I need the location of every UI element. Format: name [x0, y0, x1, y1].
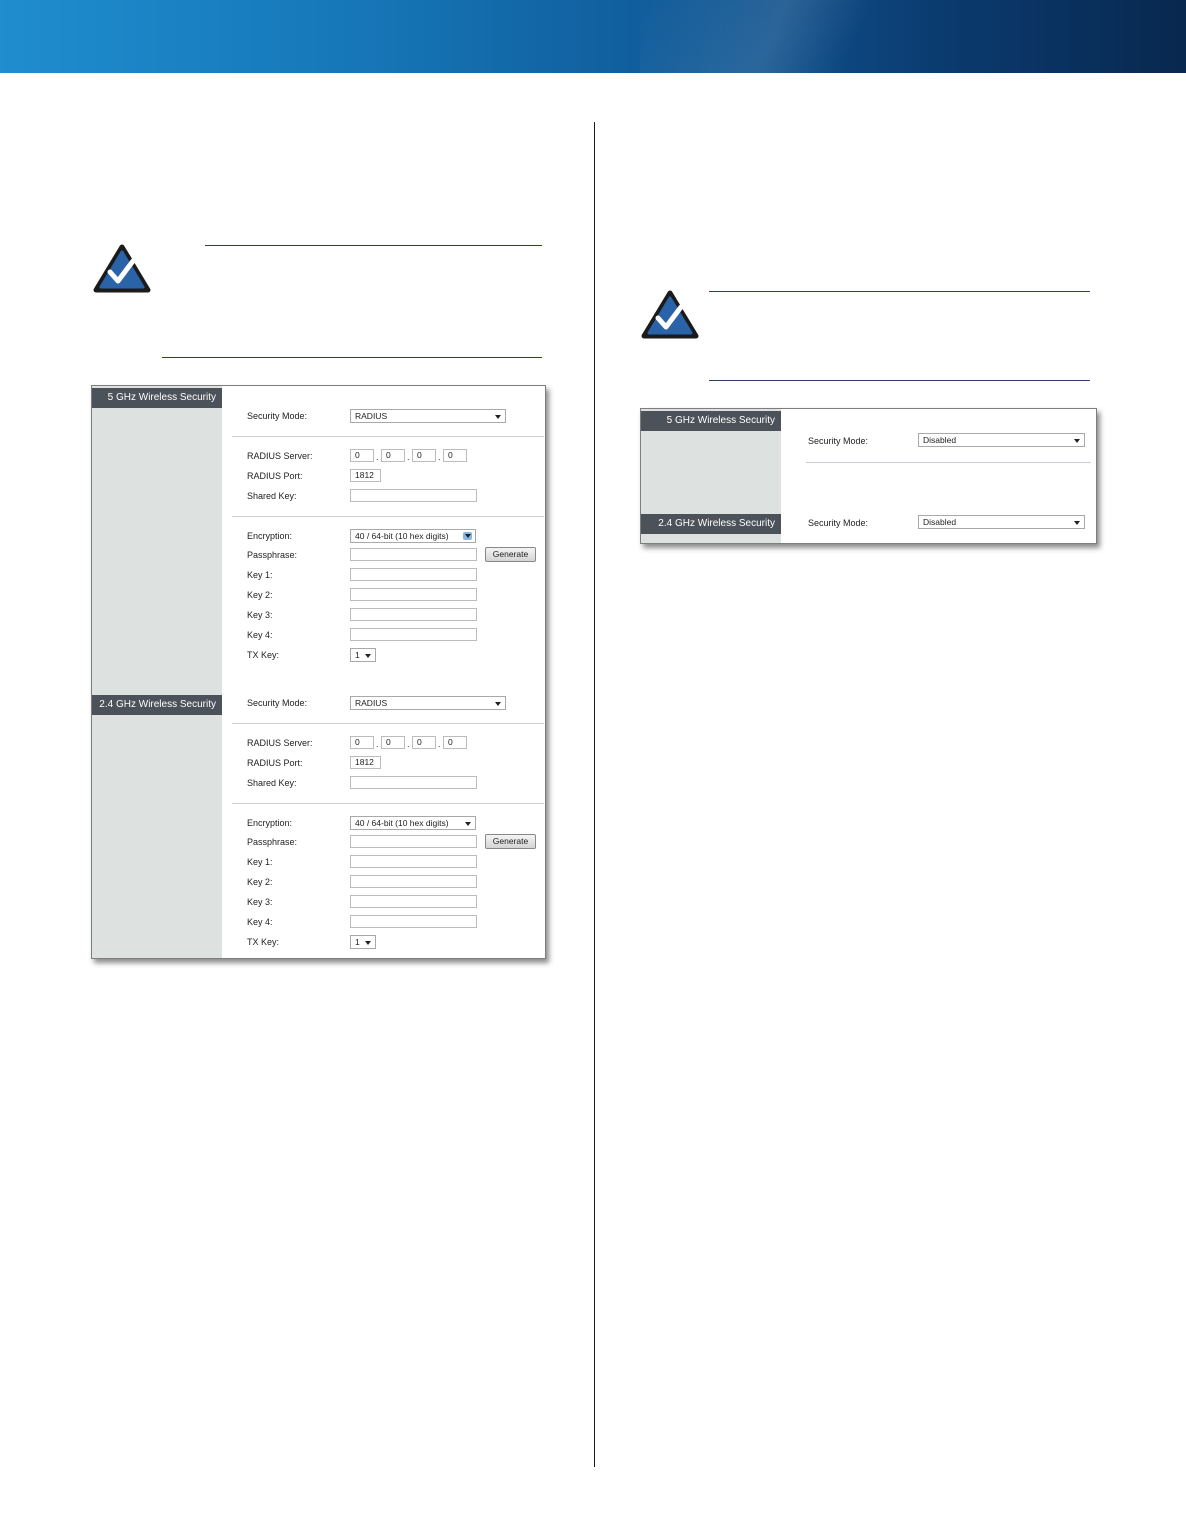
chevron-down-icon — [365, 654, 371, 658]
security-mode-select-5ghz[interactable] — [918, 433, 1085, 447]
encryption-select-5ghz[interactable] — [350, 529, 476, 543]
key3-input[interactable] — [350, 608, 477, 621]
key2-label: Key 2: — [247, 877, 273, 887]
encryption-select-24ghz[interactable] — [350, 816, 476, 830]
key4-label: Key 4: — [247, 630, 273, 640]
note-top-rule — [205, 245, 542, 246]
note-bottom-rule — [709, 380, 1090, 381]
key1-input[interactable] — [350, 568, 477, 581]
radius-port-input[interactable]: 1812 — [350, 469, 381, 482]
radius-port-input[interactable]: 1812 — [350, 756, 381, 769]
ip-dot: . — [376, 452, 379, 462]
select-value: RADIUS — [355, 411, 388, 421]
chevron-down-icon — [1074, 521, 1080, 525]
ip-dot: . — [438, 452, 441, 462]
section-header-5ghz: 5 GHz Wireless Security — [92, 388, 222, 408]
key2-input[interactable] — [350, 875, 477, 888]
shared-key-label: Shared Key: — [247, 778, 297, 788]
key3-input[interactable] — [350, 895, 477, 908]
passphrase-label: Passphrase: — [247, 837, 298, 847]
page-header-banner — [0, 0, 1186, 73]
separator — [232, 723, 544, 724]
key4-label: Key 4: — [247, 917, 273, 927]
ip-dot: . — [407, 452, 410, 462]
select-value: Disabled — [923, 517, 957, 527]
panel-sidebar — [92, 386, 222, 958]
radius-server-label: RADIUS Server: — [247, 451, 313, 461]
key1-input[interactable] — [350, 855, 477, 868]
key2-input[interactable] — [350, 588, 477, 601]
column-divider — [594, 122, 595, 1467]
wireless-security-panel-disabled — [640, 408, 1097, 544]
note-top-rule — [709, 291, 1090, 292]
chevron-down-icon — [465, 822, 471, 826]
radius-server-octet-1[interactable]: 0 — [350, 449, 374, 462]
security-mode-select-5ghz[interactable] — [350, 409, 506, 423]
chevron-down-icon — [495, 702, 501, 706]
chevron-down-icon — [1074, 439, 1080, 443]
radius-server-octet-2[interactable]: 0 — [381, 736, 405, 749]
radius-server-octet-4[interactable]: 0 — [443, 449, 467, 462]
radius-server-octet-4[interactable]: 0 — [443, 736, 467, 749]
radius-port-label: RADIUS Port: — [247, 471, 303, 481]
select-value: 40 / 64-bit (10 hex digits) — [355, 818, 449, 828]
ip-dot: . — [438, 739, 441, 749]
security-mode-label: Security Mode: — [808, 518, 869, 528]
separator — [232, 516, 544, 517]
key4-input[interactable] — [350, 915, 477, 928]
tx-key-label: TX Key: — [247, 650, 280, 660]
select-value: 1 — [355, 650, 360, 660]
generate-button[interactable]: Generate — [485, 547, 536, 562]
passphrase-input[interactable] — [350, 835, 477, 848]
shared-key-label: Shared Key: — [247, 491, 297, 501]
chevron-down-icon — [495, 415, 501, 419]
checkmark-note-icon — [641, 290, 699, 340]
passphrase-label: Passphrase: — [247, 550, 298, 560]
separator — [232, 436, 544, 437]
security-mode-label: Security Mode: — [808, 436, 869, 446]
key3-label: Key 3: — [247, 610, 273, 620]
key3-label: Key 3: — [247, 897, 273, 907]
passphrase-input[interactable] — [350, 548, 477, 561]
radius-server-octet-3[interactable]: 0 — [412, 736, 436, 749]
key1-label: Key 1: — [247, 857, 273, 867]
chevron-down-icon — [463, 532, 472, 540]
generate-button[interactable]: Generate — [485, 834, 536, 849]
section-header-5ghz: 5 GHz Wireless Security — [641, 411, 781, 431]
shared-key-input[interactable] — [350, 489, 477, 502]
ip-dot: . — [407, 739, 410, 749]
separator — [232, 803, 544, 804]
encryption-label: Encryption: — [247, 531, 293, 541]
encryption-label: Encryption: — [247, 818, 293, 828]
radius-server-octet-3[interactable]: 0 — [412, 449, 436, 462]
select-value: RADIUS — [355, 698, 388, 708]
key1-label: Key 1: — [247, 570, 273, 580]
tx-key-select-5ghz[interactable] — [350, 648, 376, 662]
tx-key-label: TX Key: — [247, 937, 280, 947]
key4-input[interactable] — [350, 628, 477, 641]
separator — [806, 462, 1091, 463]
key2-label: Key 2: — [247, 590, 273, 600]
ip-dot: . — [376, 739, 379, 749]
tx-key-select-24ghz[interactable] — [350, 935, 376, 949]
checkmark-note-icon — [93, 244, 151, 294]
chevron-down-icon — [365, 941, 371, 945]
radius-server-octet-2[interactable]: 0 — [381, 449, 405, 462]
section-header-24ghz: 2.4 GHz Wireless Security — [641, 514, 781, 534]
select-value: Disabled — [923, 435, 957, 445]
section-header-24ghz: 2.4 GHz Wireless Security — [92, 695, 222, 715]
security-mode-label: Security Mode: — [247, 411, 308, 421]
radius-server-octet-1[interactable]: 0 — [350, 736, 374, 749]
note-bottom-rule — [162, 357, 542, 358]
shared-key-input[interactable] — [350, 776, 477, 789]
radius-port-label: RADIUS Port: — [247, 758, 303, 768]
security-mode-select-24ghz[interactable] — [918, 515, 1085, 529]
security-mode-label: Security Mode: — [247, 698, 308, 708]
radius-server-label: RADIUS Server: — [247, 738, 313, 748]
wireless-security-panel-radius — [91, 385, 546, 959]
select-value: 1 — [355, 937, 360, 947]
select-value: 40 / 64-bit (10 hex digits) — [355, 531, 449, 541]
security-mode-select-24ghz[interactable] — [350, 696, 506, 710]
